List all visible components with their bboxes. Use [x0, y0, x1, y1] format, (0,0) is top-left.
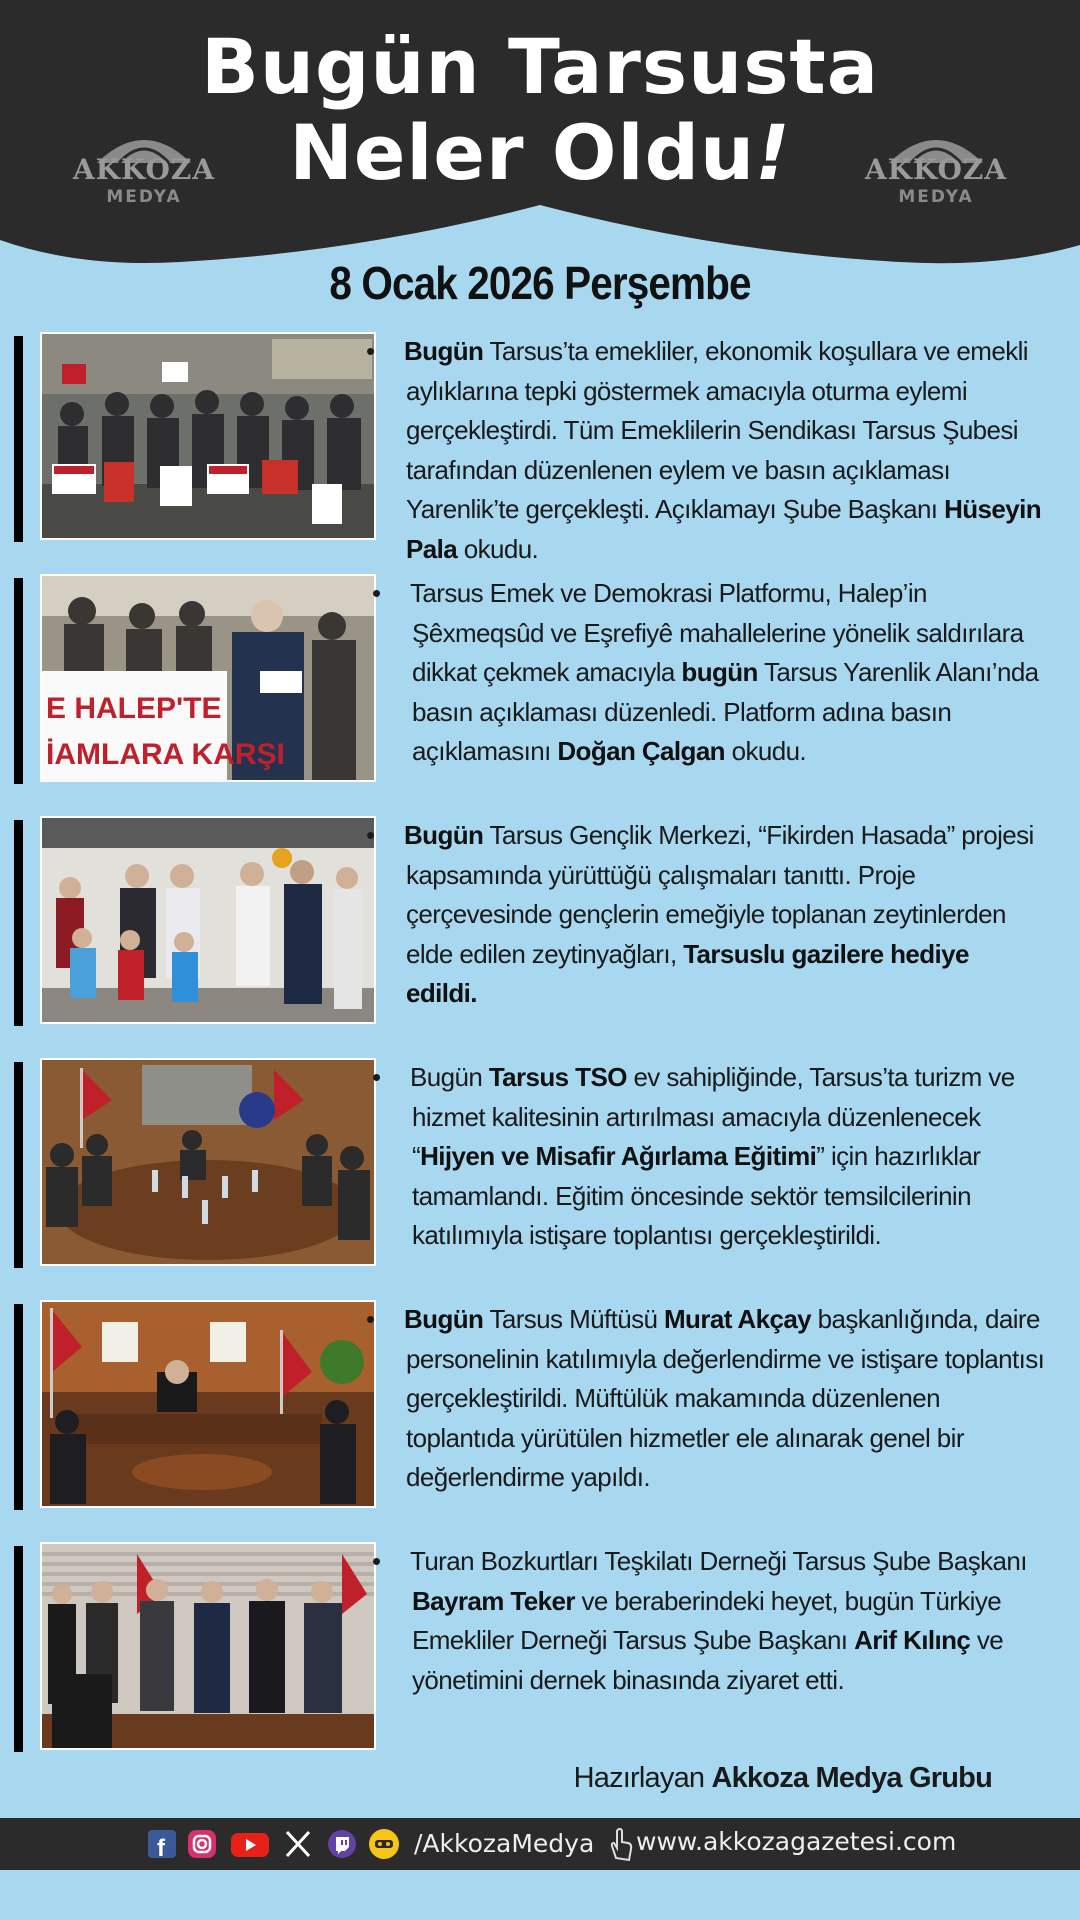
youth-center-group-photo: [40, 816, 376, 1024]
news-paragraph: • Bugün Tarsus Gençlik Merkezi, “Fikirden Hasada” projesi kapsamında yürüttüğü çalışmaları tanıttı. Proje çerçevesinde gençlerin emeğiyle toplanan zeytinlerden elde edilen zeytinyağları, Tarsuslu gazilere hediye edildi.: [366, 820, 1034, 1008]
news-emphasis: Doğan Çalgan: [557, 736, 725, 766]
news-text-segment: Tarsus Müftüsü: [483, 1304, 664, 1334]
news-emphasis: Bayram Teker: [412, 1585, 575, 1616]
logo-sub: MEDYA: [106, 187, 182, 207]
title-line-2: Neler Oldu: [289, 108, 756, 197]
news-emphasis: Tarsus TSO: [488, 1062, 627, 1092]
svg-text:İAMLARA KARŞI: İAMLARA KARŞI: [46, 738, 285, 771]
news-text-segment: Bugün: [410, 1062, 489, 1092]
facebook-icon[interactable]: [146, 1828, 178, 1860]
credit-name: Akkoza Medya Grubu: [711, 1762, 992, 1794]
news-emphasis: Hüseyin Pala: [406, 494, 1042, 564]
news-text: [366, 1300, 1046, 1498]
news-item: [0, 1058, 1080, 1270]
header-banner: [0, 0, 1080, 280]
news-emphasis: Murat Akçay: [663, 1304, 812, 1334]
kick-icon[interactable]: [368, 1828, 400, 1860]
news-bar: [14, 820, 23, 1026]
social-handle[interactable]: /AkkozaMedya: [414, 1829, 595, 1858]
logo-word: AKKOZA: [72, 153, 216, 186]
news-item: [0, 816, 1080, 1028]
news-paragraph: • Turan Bozkurtları Teşkilatı Derneği Tarsus Şube Başkanı Bayram Teker ve beraberindeki heyet, bugün Türkiye Emekliler Derneği Tarsus Şube Başkanı Arif Kılınç ve yönetimini dernek binasında ziyaret etti.: [372, 1546, 1027, 1695]
logo-sub: MEDYA: [898, 187, 974, 207]
news-emphasis: Tarsuslu gazilere hediye edildi.: [406, 938, 969, 1008]
svg-text:f: f: [157, 1835, 165, 1860]
news-emphasis: Bugün: [404, 1304, 484, 1334]
footer-bar: [0, 1818, 1080, 1870]
news-text-segment: ve beraberindeki heyet, bugün Türkiye Emekliler Derneği Tarsus Şube Başkanı: [412, 1585, 1002, 1655]
news-emphasis: Arif Kılınç: [854, 1625, 971, 1655]
website-link[interactable]: www.akkozagazetesi.com: [636, 1827, 957, 1856]
news-text: [372, 1058, 1052, 1256]
pointer-hand-icon: [606, 1828, 634, 1864]
news-text: [372, 1542, 1052, 1700]
logo-word: AKKOZA: [864, 153, 1008, 186]
title-exclamation: !: [755, 108, 791, 197]
credit-prefix: Hazırlayan: [573, 1762, 712, 1794]
news-item: [0, 574, 1080, 786]
akkoza-logo-right: [856, 125, 1016, 215]
tso-meeting-photo: [40, 1058, 376, 1266]
news-text-segment: Tarsus’ta emekliler, ekonomik koşullara ve emekli aylıklarına tepki göstermek amacıyla oturma eylemi gerçekleştirdi. Tüm Emeklilerin Sendikası Tarsus Şubesi tarafından düzenlenen eylem ve basın açıklaması Yarenlik’te gerçekleşti. Açıklamayı Şube Başkanı: [406, 336, 1028, 524]
svg-text:E HALEP'TE: E HALEP'TE: [46, 692, 222, 725]
news-bar: [14, 336, 23, 542]
news-text-segment: okudu.: [457, 533, 539, 564]
akkoza-logo-left: [64, 125, 224, 215]
news-text-segment: ” için hazırlıklar tamamlandı. Eğitim öncesinde sektör temsilcilerinin katılımıyla istişare toplantısı gerçekleştirildi.: [412, 1141, 981, 1250]
news-text-segment: Tarsus Gençlik Merkezi, “Fikirden Hasada” projesi kapsamında yürüttüğü çalışmaları tanıttı. Proje çerçevesinde gençlerin emeğiyle toplanan zeytinlerden elde edilen zeytinyağları,: [406, 820, 1034, 969]
title-line-1: Bugün Tarsusta: [200, 22, 880, 111]
news-text-segment: Tarsus Yarenlik Alanı’nda basın açıklaması düzenledi. Platform adına basın açıklamasını: [412, 657, 1039, 766]
youtube-icon[interactable]: [230, 1828, 270, 1860]
news-paragraph: • Tarsus Emek ve Demokrasi Platformu, Halep’in Şêxmeqsûd ve Eşrefiyê mahallelerine yönelik saldırılara dikkat çekmek amacıyla bugün Tarsus Yarenlik Alanı’nda basın açıklaması düzenledi. Platform adına basın açıklamasını Doğan Çalgan okudu.: [372, 578, 1039, 766]
mufti-office-photo: [40, 1300, 376, 1508]
news-item: [0, 332, 1080, 564]
news-text-segment: okudu.: [724, 736, 807, 766]
x-icon[interactable]: [282, 1828, 314, 1860]
press-statement-photo: [40, 574, 376, 782]
news-bar: [14, 1062, 23, 1268]
news-text: [366, 332, 1046, 569]
news-bar: [14, 1546, 23, 1752]
news-text-segment: ev sahipliğinde, Tarsus’ta turizm ve hizmet kalitesinin artırılması amacıyla düzenlenecek “: [412, 1062, 1015, 1171]
instagram-icon[interactable]: [186, 1828, 218, 1860]
news-text-segment: Turan Bozkurtları Teşkilatı Derneği Tarsus Şube Başkanı: [410, 1546, 1027, 1576]
news-text-segment: ve yönetimini dernek binasında ziyaret etti.: [412, 1625, 1004, 1695]
news-text-segment: Tarsus Emek ve Demokrasi Platformu, Halep’in Şêxmeqsûd ve Eşrefiyê mahallelerine yönelik saldırılara dikkat çekmek amacıyla: [410, 578, 1024, 687]
news-paragraph: • Bugün Tarsus’ta emekliler, ekonomik koşullara ve emekli aylıklarına tepki göstermek amacıyla oturma eylemi gerçekleştirdi. Tüm Emeklilerin Sendikası Tarsus Şubesi tarafından düzenlenen eylem ve basın açıklaması Yarenlik’te gerçekleşti. Açıklamayı Şube Başkanı Hüseyin Pala okudu.: [366, 336, 1042, 564]
news-item: [0, 1300, 1080, 1512]
news-emphasis: Hijyen ve Misafir Ağırlama Eğitimi: [420, 1141, 817, 1171]
news-emphasis: Bugün: [404, 336, 484, 366]
association-visit-photo: [40, 1542, 376, 1750]
news-emphasis: Bugün: [404, 820, 484, 850]
news-bar: [14, 578, 23, 784]
news-text: [366, 816, 1046, 1014]
news-paragraph: • Bugün Tarsus TSO ev sahipliğinde, Tarsus’ta turizm ve hizmet kalitesinin artırılması amacıyla düzenlenecek “Hijyen ve Misafir Ağırlama Eğitimi” için hazırlıklar tamamlandı. Eğitim öncesinde sektör temsilcilerinin katılımıyla istişare toplantısı gerçekleştirildi.: [372, 1062, 1015, 1250]
protest-photo: [40, 332, 376, 540]
twitch-icon[interactable]: [326, 1828, 358, 1860]
date-heading: 8 Ocak 2026 Perşembe: [329, 257, 751, 309]
news-bar: [14, 1304, 23, 1510]
credit-line: [574, 1762, 992, 1795]
news-item: [0, 1542, 1080, 1754]
news-paragraph: • Bugün Tarsus Müftüsü Murat Akçay başkanlığında, daire personelinin katılımıyla değerlendirme ve istişare toplantısı gerçekleştirildi. Müftülük makamında düzenlenen toplantıda yürütülen hizmetler ele alınarak genel bir değerlendirme yapıldı.: [366, 1304, 1045, 1492]
news-text-segment: başkanlığında, daire personelinin katılımıyla değerlendirme ve istişare toplantısı gerçekleştirildi. Müftülük makamında düzenlenen toplantıda yürütülen hizmetler ele alınarak genel bir değerlendirme yapıldı.: [406, 1304, 1045, 1492]
news-text: [372, 574, 1052, 772]
news-emphasis: bugün: [681, 657, 758, 687]
